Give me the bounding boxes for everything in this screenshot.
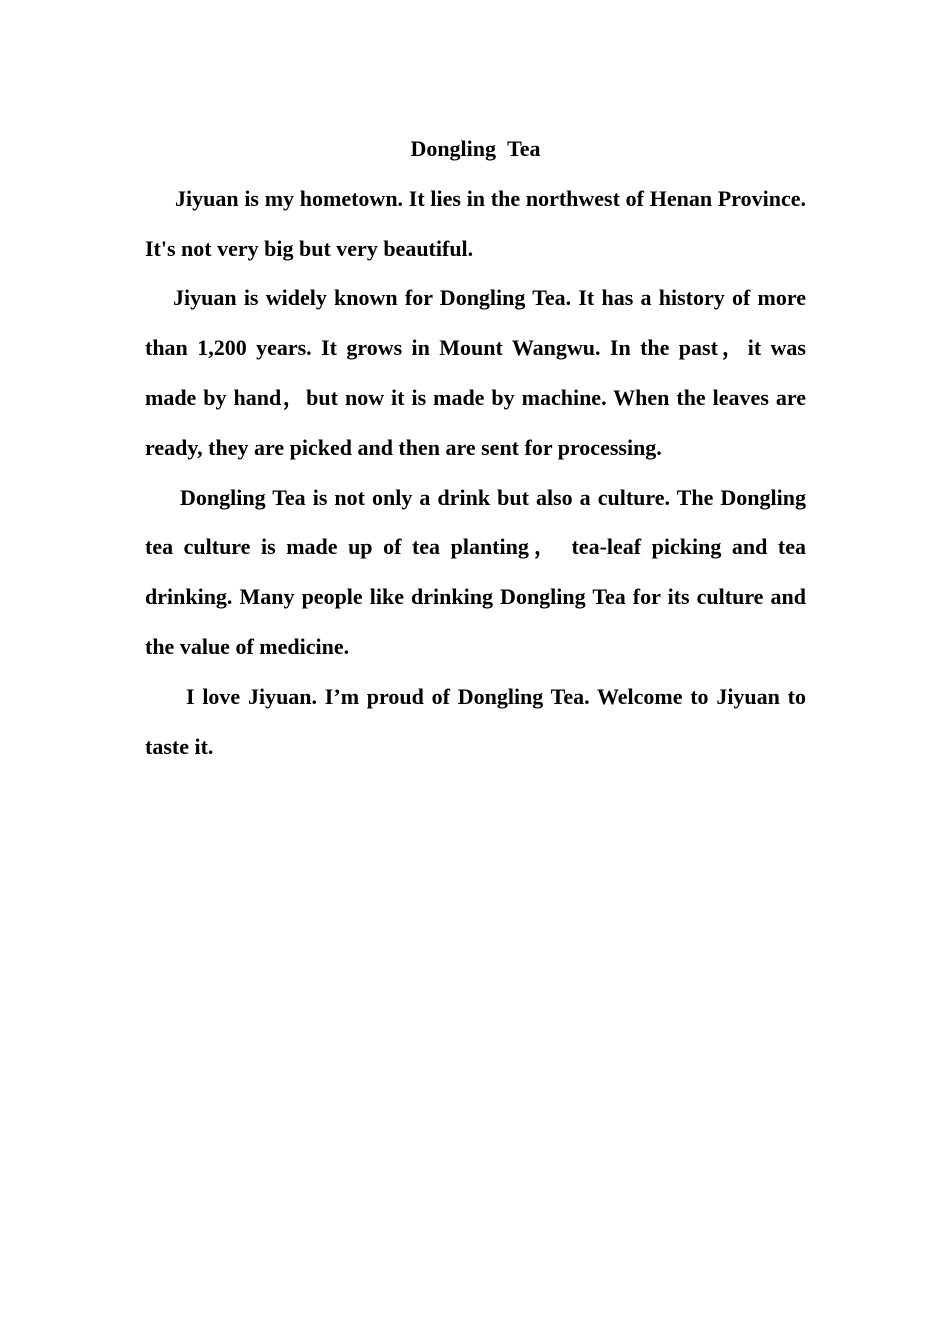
paragraph-hometown: Jiyuan is my hometown. It lies in the northwest of Henan Province. It's not very big but very beautiful. [145,185,806,261]
document-title: Dongling Tea [410,136,541,161]
paragraph-history: Jiyuan is widely known for Dongling Tea. It has a history of more than 1,200 years. It grows in Mount Wangwu. In the past，it was made by hand，but now it is made by machine. When the leaves are ready, they are picked and then are sent for processing. [145,285,806,460]
paragraph-closing: I love Jiyuan. I’m proud of Dongling Tea. Welcome to Jiyuan to taste it. [145,683,806,759]
document-body [145,124,806,771]
paragraph-culture: Dongling Tea is not only a drink but also a culture. The Dongling tea culture is made up of tea planting， tea-leaf picking and tea drinking. Many people like drinking Dongling Tea for its culture and the value of medicine. [145,484,806,659]
